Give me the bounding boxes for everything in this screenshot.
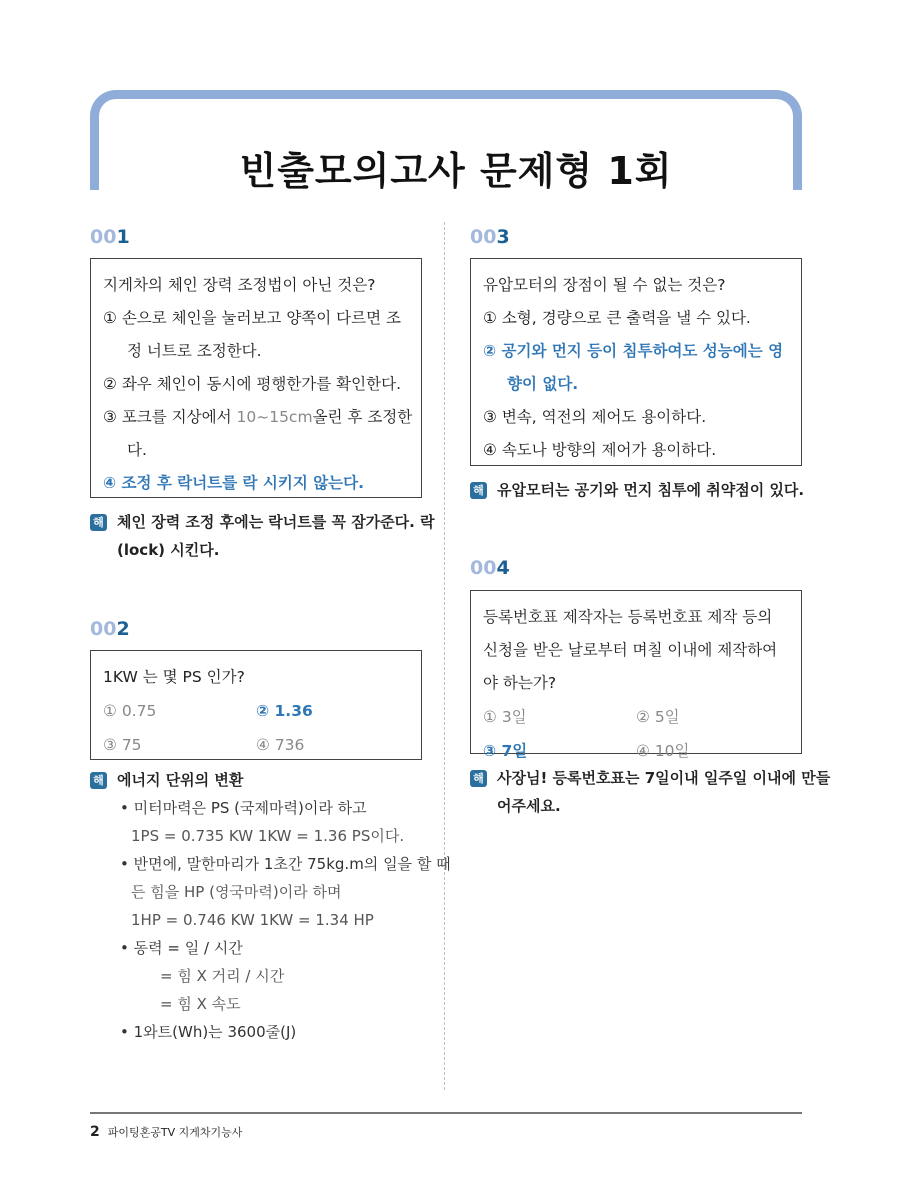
explanation-badge: 해 [90, 514, 107, 531]
page-number: 2 [90, 1124, 100, 1140]
explanation-3: 해 유압모터는 공기와 먼지 침투에 취약점이 있다. [470, 476, 804, 504]
explanation-4: 해 사장님! 등록번호표는 7일이내 일주일 이내에 만들 어주세요. [470, 764, 830, 820]
question-number-1: 001 [90, 226, 130, 248]
option-1: ① 소형, 경량으로 큰 출력을 낼 수 있다. [483, 309, 751, 327]
question-stem: 지게차의 체인 장력 조정법이 아닌 것은? [103, 276, 376, 294]
explanation-1: 해 체인 장력 조정 후에는 락너트를 꼭 잠가준다. 락 (lock) 시킨다. [90, 508, 435, 564]
question-box-4 [470, 590, 802, 760]
explanation-2: 해 에너지 단위의 변환 • 미터마력은 PS (국제마력)이라 하고 1PS = 0.735 KW 1KW = 1.36 PS이다. • 반면에, 말한마리가 1초간 75kg.m의 일을 할 때 든 힘을 HP (영국마력)이라 하며 1HP = 0.746 KW 1KW = 1.34 HP • 동력 = 일 / 시간 = 힘 X 거리 / 시간 = 힘 X 속도 • 1와트(Wh)는 3600줄(J) [90, 766, 451, 1046]
question-box-3 [470, 258, 802, 466]
option-1: ① 손으로 체인을 눌러보고 양쪽이 다르면 조 [103, 309, 401, 327]
explanation-badge: 해 [470, 482, 487, 499]
option-3-answer: ③ 7일 [483, 742, 528, 760]
option-4-answer: ④ 조정 후 락너트를 락 시키지 않는다. [103, 474, 365, 492]
option-2-answer: ② 공기와 먼지 등이 침투하여도 성능에는 영 [483, 342, 784, 360]
option-3: ③ 75 [103, 736, 142, 754]
option-1: ① 0.75 [103, 702, 157, 720]
option-2: ② 좌우 체인이 동시에 평행한가를 확인한다. [103, 375, 401, 393]
option-2-answer-cont: 향이 없다. [507, 375, 579, 393]
option-2-answer: ② 1.36 [256, 702, 313, 720]
question-box-2 [90, 650, 422, 760]
question-number-4: 004 [470, 557, 510, 579]
question-number-2: 002 [90, 618, 130, 640]
explanation-badge: 해 [470, 770, 487, 787]
option-4: ④ 속도나 방향의 제어가 용이하다. [483, 441, 717, 459]
option-2: ② 5일 [636, 708, 680, 726]
question-stem: 유압모터의 장점이 될 수 없는 것은? [483, 276, 726, 294]
question-box-1 [90, 258, 422, 498]
option-1: ① 3일 [483, 708, 527, 726]
question-number-3: 003 [470, 226, 510, 248]
book-title: 파이팅혼공TV 지게차기능사 [107, 1126, 243, 1139]
option-4: ④ 10일 [636, 742, 690, 760]
question-stem-cont: 야 하는가? [483, 674, 557, 692]
page-title: 빈출모의고사 문제형 1회 [239, 149, 673, 193]
footer-rule [90, 1112, 802, 1114]
question-stem: 1KW 는 몇 PS 인가? [103, 668, 245, 686]
option-3: ③ 포크를 지상에서 10~15cm올린 후 조정한 [103, 408, 413, 426]
option-3-cont: 다. [127, 441, 147, 459]
option-3: ③ 변속, 역전의 제어도 용이하다. [483, 408, 707, 426]
option-4: ④ 736 [256, 736, 305, 754]
question-stem-cont: 신청을 받은 날로부터 며칠 이내에 제작하여 [483, 641, 778, 659]
explanation-badge: 해 [90, 772, 107, 789]
footer [90, 1124, 242, 1140]
option-1-cont: 정 너트로 조정한다. [127, 342, 262, 360]
question-stem: 등록번호표 제작자는 등록번호표 제작 등의 [483, 608, 773, 626]
